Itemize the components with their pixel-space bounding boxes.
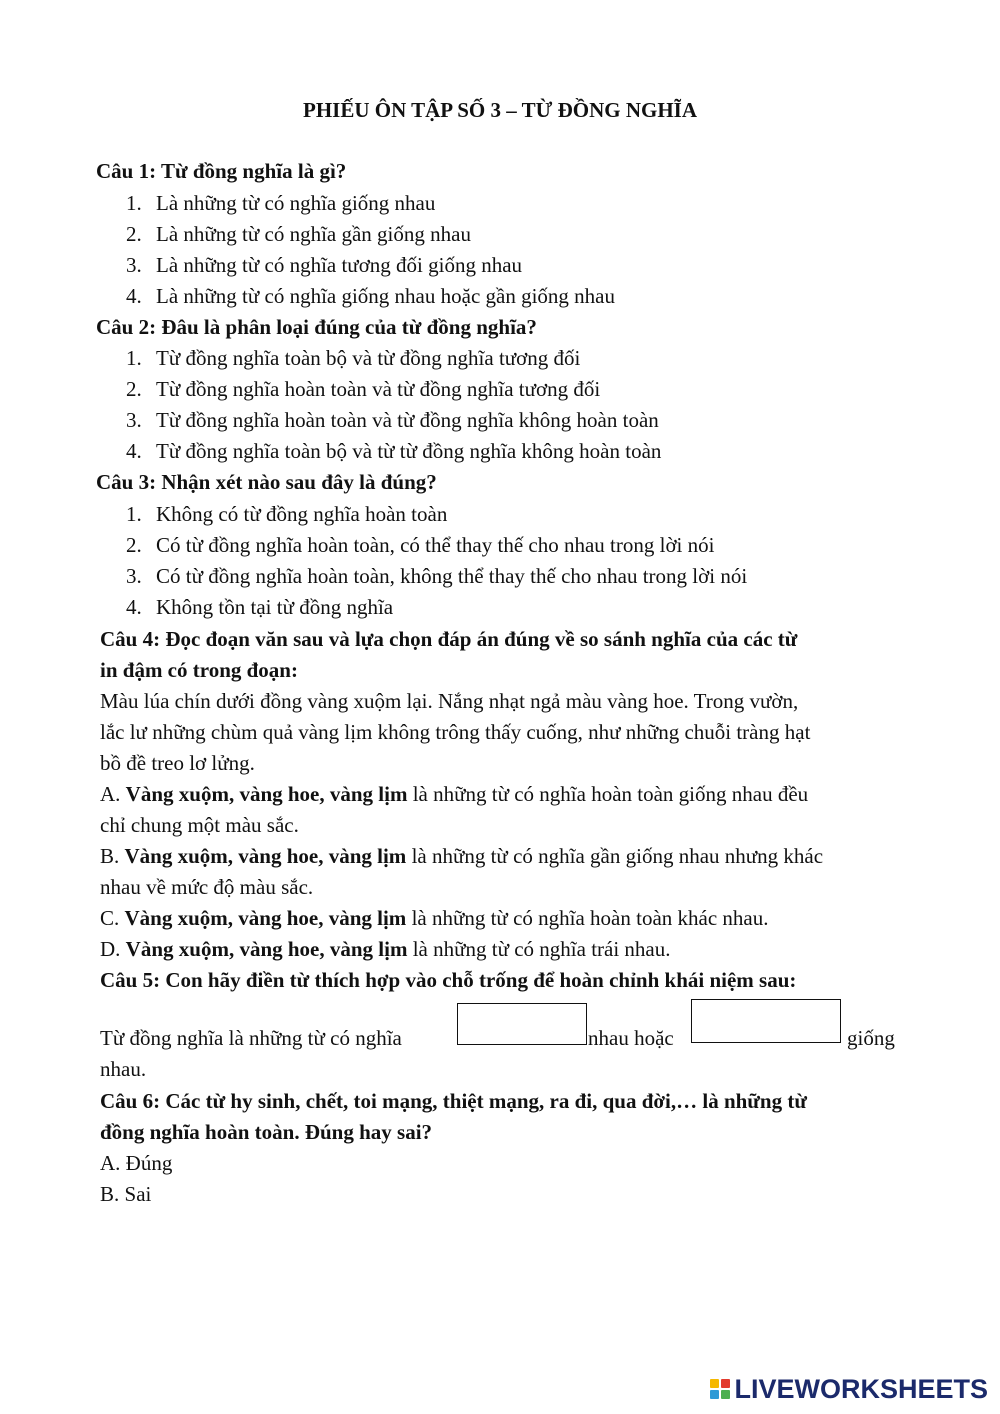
question-4-answer-a-cont: chỉ chung một màu sắc. [100, 813, 299, 837]
option-number: 4. [126, 284, 142, 308]
liveworksheets-logo [710, 1374, 988, 1404]
answer-letter: A. [100, 782, 121, 806]
question-1-option-4[interactable] [126, 283, 615, 309]
question-2-option-1[interactable] [126, 345, 580, 371]
option-text: Sai [124, 1182, 152, 1206]
question-3-heading: Câu 3: Nhận xét nào sau đây là đúng? [96, 470, 437, 494]
liveworksheets-logo-text: LIVEWORKSHEETS [734, 1373, 988, 1404]
question-3-option-2[interactable] [126, 532, 714, 558]
question-6-heading-cont: đồng nghĩa hoàn toàn. Đúng hay sai? [100, 1120, 433, 1144]
bold-words: Vàng xuộm, vàng hoe, vàng lịm [124, 844, 407, 868]
question-2-option-2[interactable] [126, 376, 600, 402]
question-4-answer-d[interactable] [100, 936, 671, 962]
option-text: Đúng [125, 1151, 173, 1175]
passage-line: bồ đề treo lơ lửng. [100, 751, 255, 775]
passage-line: lắc lư những chùm quả vàng lịm không trông thấy cuống, như những chuỗi tràng hạt [100, 720, 811, 744]
answer-letter: B. [100, 844, 120, 868]
option-text: Có từ đồng nghĩa hoàn toàn, có thể thay thế cho nhau trong lời nói [156, 533, 715, 557]
fill-sentence-part-1: Từ đồng nghĩa là những từ có nghĩa [100, 1026, 402, 1050]
answer-text: là những từ có nghĩa trái nhau. [412, 937, 671, 961]
fill-sentence-part-4: nhau. [100, 1057, 147, 1081]
option-text: Là những từ có nghĩa tương đối giống nhau [156, 253, 523, 277]
option-text: Từ đồng nghĩa hoàn toàn và từ đồng nghĩa không hoàn toàn [156, 408, 659, 432]
option-text: Là những từ có nghĩa gần giống nhau [156, 222, 471, 246]
question-2-option-4[interactable] [126, 438, 661, 464]
option-text: Không có từ đồng nghĩa hoàn toàn [156, 502, 448, 526]
option-text: Là những từ có nghĩa giống nhau hoặc gần giống nhau [156, 284, 615, 308]
option-text: Là những từ có nghĩa giống nhau [156, 191, 436, 215]
passage-line: Màu lúa chín dưới đồng vàng xuộm lại. Nắng nhạt ngả màu vàng hoe. Trong vườn, [100, 689, 799, 713]
question-4-answer-c[interactable] [100, 905, 768, 931]
answer-text: là những từ có nghĩa hoàn toàn giống nhau đều [412, 782, 809, 806]
question-5-heading: Câu 5: Con hãy điền từ thích hợp vào chỗ trống để hoàn chỉnh khái niệm sau: [100, 968, 797, 992]
question-3-option-4[interactable] [126, 594, 393, 620]
question-4-answer-b[interactable] [100, 843, 823, 869]
option-text: Không tồn tại từ đồng nghĩa [156, 595, 394, 619]
fill-sentence-part-3: giống [847, 1026, 895, 1050]
option-text: Có từ đồng nghĩa hoàn toàn, không thể thay thế cho nhau trong lời nói [156, 564, 748, 588]
option-text: Từ đồng nghĩa hoàn toàn và từ đồng nghĩa tương đối [156, 377, 601, 401]
question-4-heading: Câu 4: Đọc đoạn văn sau và lựa chọn đáp án đúng về so sánh nghĩa của các từ [100, 627, 798, 651]
option-text: Từ đồng nghĩa toàn bộ và từ từ đồng nghĩa không hoàn toàn [156, 439, 662, 463]
answer-text: là những từ có nghĩa hoàn toàn khác nhau. [411, 906, 769, 930]
question-4-heading-cont: in đậm có trong đoạn: [100, 658, 298, 682]
option-text: Từ đồng nghĩa toàn bộ và từ đồng nghĩa tương đối [156, 346, 581, 370]
blank-input-1[interactable] [457, 1003, 587, 1045]
option-number: 1. [126, 191, 142, 215]
option-number: 2. [126, 533, 142, 557]
option-number: 3. [126, 253, 142, 277]
bold-words: Vàng xuộm, vàng hoe, vàng lịm [125, 937, 408, 961]
question-1-option-2[interactable] [126, 221, 471, 247]
question-4-answer-a[interactable] [100, 781, 808, 807]
question-2-option-3[interactable] [126, 407, 659, 433]
option-number: 3. [126, 408, 142, 432]
question-6-option-b[interactable] [100, 1181, 151, 1207]
option-number: 2. [126, 377, 142, 401]
option-number: 2. [126, 222, 142, 246]
question-3-option-1[interactable] [126, 501, 447, 527]
question-1-heading: Câu 1: Từ đồng nghĩa là gì? [96, 159, 347, 183]
answer-text: là những từ có nghĩa gần giống nhau nhưng khác [411, 844, 824, 868]
option-number: 1. [126, 502, 142, 526]
question-3-option-3[interactable] [126, 563, 747, 589]
answer-letter: D. [100, 937, 121, 961]
fill-sentence-part-2: nhau hoặc [588, 1026, 674, 1050]
option-number: 3. [126, 564, 142, 588]
answer-letter: C. [100, 906, 120, 930]
question-4-answer-b-cont: nhau về mức độ màu sắc. [100, 875, 314, 899]
question-2-heading: Câu 2: Đâu là phân loại đúng của từ đồng nghĩa? [96, 315, 537, 339]
question-6-option-a[interactable] [100, 1150, 172, 1176]
question-1-option-1[interactable] [126, 190, 435, 216]
option-number: 4. [126, 439, 142, 463]
option-number: 1. [126, 346, 142, 370]
option-number: 4. [126, 595, 142, 619]
bold-words: Vàng xuộm, vàng hoe, vàng lịm [124, 906, 407, 930]
page-title: PHIẾU ÔN TẬP SỐ 3 – TỪ ĐỒNG NGHĨA [303, 98, 697, 122]
option-letter: B. [100, 1182, 120, 1206]
question-6-heading: Câu 6: Các từ hy sinh, chết, toi mạng, thiệt mạng, ra đi, qua đời,… là những từ [100, 1089, 807, 1113]
question-1-option-3[interactable] [126, 252, 522, 278]
liveworksheets-logo-icon [710, 1376, 732, 1402]
bold-words: Vàng xuộm, vàng hoe, vàng lịm [125, 782, 408, 806]
blank-input-2[interactable] [691, 999, 841, 1043]
option-letter: A. [100, 1151, 121, 1175]
